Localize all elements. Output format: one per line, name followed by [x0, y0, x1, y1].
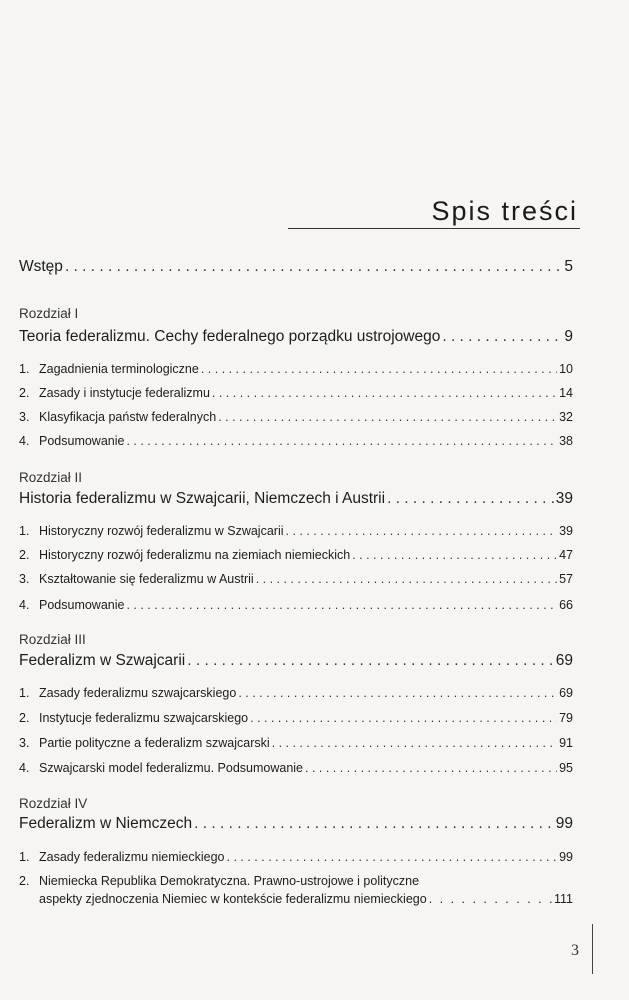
leader-dots: [272, 736, 557, 750]
toc-entry-section[interactable]: [19, 761, 573, 775]
section-number: 4.: [19, 598, 30, 612]
toc-entry-page: 95: [559, 761, 573, 775]
leader-dots: [227, 850, 558, 864]
toc-entry-label: Podsumowanie: [39, 598, 125, 612]
toc-entry-label: Podsumowanie: [39, 434, 125, 448]
toc-title-block: [288, 196, 580, 229]
section-number: 3.: [19, 572, 30, 586]
toc-entry-page: 79: [559, 711, 573, 725]
chapter-heading: Rozdział IV: [19, 796, 88, 811]
section-number: 2.: [19, 548, 30, 562]
toc-entry-label: Klasyfikacja państw federalnych: [39, 410, 217, 424]
chapter-heading: Rozdział III: [19, 632, 86, 647]
section-number: 2.: [19, 711, 30, 725]
toc-entry-section[interactable]: [19, 386, 573, 400]
section-number: 1.: [19, 524, 30, 538]
leader-dots: [126, 434, 557, 448]
toc-entry-label: Historia federalizmu w Szwajcarii, Niemczech i Austrii: [19, 490, 386, 507]
leader-dots: [442, 328, 561, 346]
section-number: 4.: [19, 761, 30, 775]
toc-entry-section[interactable]: [19, 686, 573, 700]
toc-entry-page: 38: [559, 434, 573, 448]
toc-entry-page: 5: [564, 258, 573, 275]
toc-entry-section[interactable]: [19, 434, 573, 448]
toc-entry-chapter-2[interactable]: [19, 490, 573, 508]
toc-entry-page: 111: [553, 892, 573, 906]
section-number: 2.: [19, 874, 30, 888]
toc-entry-label: Federalizm w Niemczech: [19, 815, 193, 832]
toc-entry-label: Wstęp: [19, 258, 63, 275]
leader-dots: [352, 548, 557, 562]
leader-dots: [256, 572, 557, 586]
toc-entry-chapter-3[interactable]: [19, 652, 573, 670]
toc-entry-chapter-1[interactable]: [19, 328, 573, 346]
chapter-heading: Rozdział I: [19, 306, 79, 321]
margin-rule: [592, 924, 593, 974]
toc-entry-page: 9: [564, 328, 573, 345]
toc-entry-page: 66: [559, 598, 573, 612]
toc-entry-section[interactable]: [19, 410, 573, 424]
toc-entry-label: Zasady federalizmu niemieckiego: [39, 850, 225, 864]
toc-entry-label: Federalizm w Szwajcarii: [19, 652, 186, 669]
title-underline: [288, 228, 580, 229]
toc-entry-chapter-4[interactable]: [19, 815, 573, 833]
leader-dots: [218, 410, 557, 424]
toc-entry-intro[interactable]: [19, 258, 573, 276]
toc-entry-page: 57: [559, 572, 573, 586]
toc-entry-label: Kształtowanie się federalizmu w Austrii: [39, 572, 254, 586]
toc-entry-page: 32: [559, 410, 573, 424]
toc-entry-page: 14: [559, 386, 573, 400]
toc-entry-label: Historyczny rozwój federalizmu na ziemiach niemieckich: [39, 548, 351, 562]
toc-entry-label: Teoria federalizmu. Cechy federalnego porządku ustrojowego: [19, 328, 441, 345]
leader-dots: [305, 761, 557, 775]
toc-entry-page: 47: [559, 548, 573, 562]
toc-entry-label: Partie polityczne a federalizm szwajcarski: [39, 736, 270, 750]
toc-entry-page: 39: [555, 490, 573, 507]
toc-entry-section[interactable]: [19, 598, 573, 612]
section-number: 4.: [19, 434, 30, 448]
section-number: 1.: [19, 362, 30, 376]
section-number: 2.: [19, 386, 30, 400]
leader-dots: [194, 815, 554, 833]
page-title: Spis treści: [431, 196, 578, 226]
section-number: 3.: [19, 736, 30, 750]
toc-entry-page: 99: [555, 815, 573, 832]
toc-entry-section[interactable]: [19, 711, 573, 725]
leader-dots: [212, 386, 557, 400]
leader-dots: [187, 652, 554, 670]
toc-entry-section[interactable]: [19, 850, 573, 864]
toc-entry-label: Historyczny rozwój federalizmu w Szwajcarii: [39, 524, 284, 538]
leader-dots: [250, 711, 557, 725]
section-number: 1.: [19, 686, 30, 700]
toc-entry-label: Szwajcarski model federalizmu. Podsumowanie: [39, 761, 304, 775]
toc-entry-page: 99: [559, 850, 573, 864]
toc-entry-section[interactable]: [19, 572, 573, 586]
toc-entry-page: 10: [559, 362, 573, 376]
toc-entry-label-line2: aspekty zjednoczenia Niemiec w kontekście federalizmu niemieckiego: [39, 892, 427, 906]
toc-entry-section[interactable]: [19, 548, 573, 562]
toc-entry-page: 91: [559, 736, 573, 750]
toc-entry-page: 39: [559, 524, 573, 538]
toc-entry-label: Zasady federalizmu szwajcarskiego: [39, 686, 237, 700]
leader-dots: [429, 892, 552, 906]
toc-entry-label: Zasady i instytucje federalizmu: [39, 386, 210, 400]
section-number: 1.: [19, 850, 30, 864]
leader-dots: [201, 362, 557, 376]
toc-entry-label-line1: Niemiecka Republika Demokratyczna. Prawno-ustrojowe i polityczne: [39, 874, 420, 888]
leader-dots: [387, 490, 554, 508]
leader-dots: [65, 258, 561, 276]
toc-entry-section[interactable]: [19, 524, 573, 538]
toc-entry-section[interactable]: [19, 874, 573, 906]
toc-entry-label: Zagadnienia terminologiczne: [39, 362, 199, 376]
section-number: 3.: [19, 410, 30, 424]
leader-dots: [286, 524, 558, 538]
toc-entry-label: Instytucje federalizmu szwajcarskiego: [39, 711, 249, 725]
toc-entry-section[interactable]: [19, 362, 573, 376]
toc-entry-page: 69: [555, 652, 573, 669]
page-number: 3: [571, 942, 579, 959]
leader-dots: [126, 598, 557, 612]
leader-dots: [238, 686, 557, 700]
toc-entry-page: 69: [559, 686, 573, 700]
chapter-heading: Rozdział II: [19, 470, 83, 485]
toc-entry-section[interactable]: [19, 736, 573, 750]
